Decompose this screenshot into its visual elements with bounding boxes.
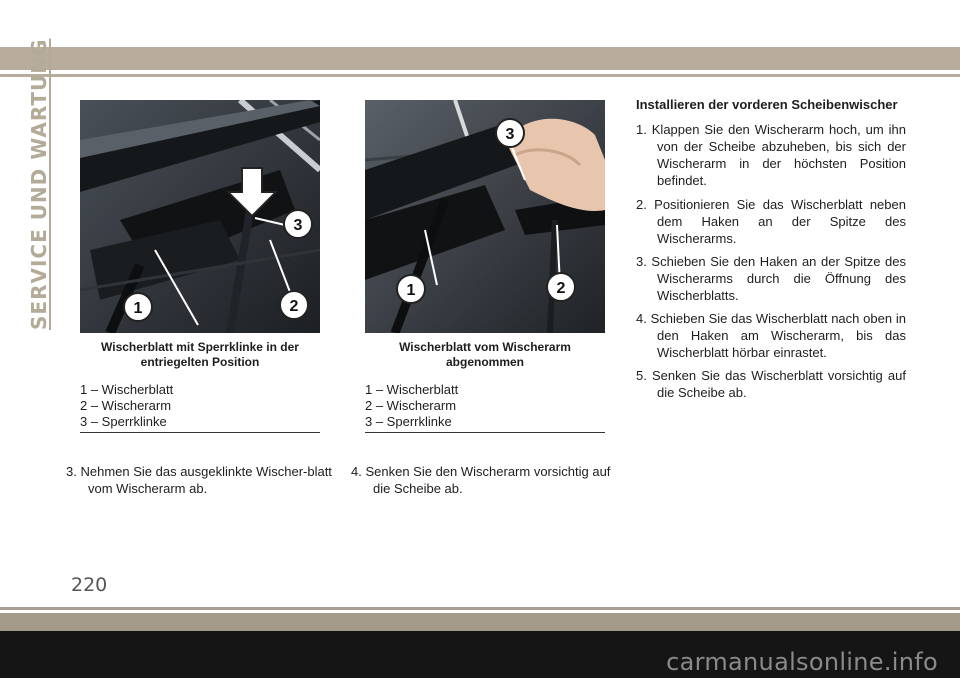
header-band (0, 47, 960, 70)
section-heading: Installieren der vorderen Scheibenwischer (636, 97, 898, 112)
step-text: Positionieren Sie das Wischerblatt neben dem Haken an der Spitze des Wischerarms. (654, 197, 906, 246)
step-number: 4. (351, 464, 362, 479)
legend-item: 2 – Wischerarm (365, 398, 457, 413)
legend-item: 3 – Sperrklinke (80, 414, 167, 429)
figure-2-legend (365, 382, 605, 430)
figure-2-rule (365, 432, 605, 433)
header-rule (0, 74, 960, 77)
step-text: Schieben Sie den Haken an der Spitze des Wischerarms durch die Öffnung des Wischerblatts. (651, 254, 906, 303)
figure-2-photo (365, 100, 605, 333)
install-step-1 (636, 121, 906, 189)
section-title: SERVICE UND WARTUNG (27, 38, 51, 330)
callout-3-label: 3 (293, 217, 303, 234)
step-number: 2. (636, 197, 647, 212)
footer-band (0, 613, 960, 631)
step-text: Senken Sie den Wischerarm vorsichtig auf die Scheibe ab. (365, 464, 611, 496)
page-number: 220 (71, 574, 108, 596)
install-step-3 (636, 253, 906, 304)
callout-2-label: 2 (556, 280, 566, 297)
watermark: carmanualsonline.info (666, 648, 938, 676)
footer-rule (0, 607, 960, 610)
step-number: 3. (66, 464, 77, 479)
callout-1-label: 1 (406, 282, 416, 299)
legend-item: 3 – Sperrklinke (365, 414, 452, 429)
figure-2-caption: Wischerblatt vom Wischerarm abgenommen (399, 340, 571, 369)
callout-2-label: 2 (289, 298, 299, 315)
legend-item: 2 – Wischerarm (80, 398, 172, 413)
instruction-step-4 (351, 463, 619, 497)
step-text: Klappen Sie den Wischerarm hoch, um ihn von der Scheibe abzuheben, bis sich der Wischerarm in der höchsten Position befindet. (651, 122, 906, 188)
legend-item: 1 – Wischerblatt (80, 382, 174, 397)
legend-item: 1 – Wischerblatt (365, 382, 459, 397)
step-number: 4. (636, 311, 647, 326)
step-text: Senken Sie das Wischerblatt vorsichtig auf die Scheibe ab. (651, 368, 906, 400)
figure-1-rule (80, 432, 320, 433)
step-number: 1. (636, 122, 647, 137)
step-text: Schieben Sie das Wischerblatt nach oben in den Haken am Wischerarm, bis das Wischerblatt hörbar einrastet. (650, 311, 906, 360)
callout-1-label: 1 (133, 300, 143, 317)
install-step-2 (636, 196, 906, 247)
instruction-step-3 (66, 463, 334, 497)
callout-3-label: 3 (505, 126, 515, 143)
install-step-4 (636, 310, 906, 361)
step-number: 3. (636, 254, 647, 269)
figure-1-photo (80, 100, 320, 333)
step-number: 5. (636, 368, 647, 383)
figure-1-legend (80, 382, 320, 430)
install-step-5 (636, 367, 906, 401)
step-text: Nehmen Sie das ausgeklinkte Wischer-blatt vom Wischerarm ab. (80, 464, 332, 496)
figure-1-caption: Wischerblatt mit Sperrklinke in der entriegelten Position (101, 340, 299, 369)
